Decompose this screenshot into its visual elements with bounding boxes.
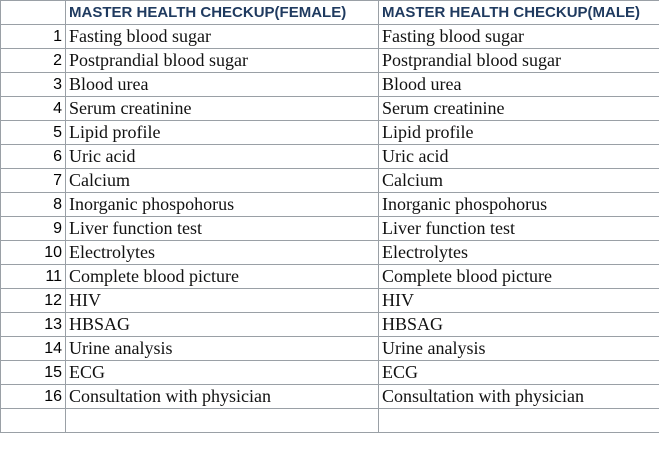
row-number-cell[interactable]: 10 — [1, 241, 66, 265]
table-row — [1, 217, 659, 241]
male-test-cell[interactable]: Uric acid — [379, 145, 659, 169]
female-test-cell[interactable]: Inorganic phospohorus — [66, 193, 379, 217]
table-row — [1, 121, 659, 145]
row-number-cell[interactable]: 4 — [1, 97, 66, 121]
male-test-cell[interactable]: Inorganic phospohorus — [379, 193, 659, 217]
female-test-cell[interactable]: Blood urea — [66, 73, 379, 97]
row-number-cell[interactable]: 11 — [1, 265, 66, 289]
row-number-cell[interactable]: 15 — [1, 361, 66, 385]
table-row — [1, 97, 659, 121]
header-num-cell[interactable] — [1, 1, 66, 25]
male-test-cell[interactable]: Liver function test — [379, 217, 659, 241]
table-row — [1, 49, 659, 73]
table-row — [1, 385, 659, 409]
female-test-cell[interactable]: Electrolytes — [66, 241, 379, 265]
header-female-cell[interactable]: MASTER HEALTH CHECKUP(FEMALE) — [66, 1, 379, 25]
row-number-cell[interactable]: 2 — [1, 49, 66, 73]
female-test-cell[interactable]: Serum creatinine — [66, 97, 379, 121]
row-number-cell[interactable]: 16 — [1, 385, 66, 409]
female-test-cell[interactable]: HBSAG — [66, 313, 379, 337]
male-test-cell[interactable]: ECG — [379, 361, 659, 385]
row-number-cell[interactable]: 7 — [1, 169, 66, 193]
male-test-cell[interactable]: Blood urea — [379, 73, 659, 97]
female-test-cell[interactable]: Consultation with physician — [66, 385, 379, 409]
table-row — [1, 193, 659, 217]
male-test-cell[interactable]: Fasting blood sugar — [379, 25, 659, 49]
female-test-cell[interactable]: Calcium — [66, 169, 379, 193]
row-number-cell[interactable]: 13 — [1, 313, 66, 337]
table-row — [1, 25, 659, 49]
table-row — [1, 337, 659, 361]
row-number-cell[interactable]: 1 — [1, 25, 66, 49]
female-test-cell[interactable]: Fasting blood sugar — [66, 25, 379, 49]
row-number-cell[interactable]: 9 — [1, 217, 66, 241]
table-row — [1, 145, 659, 169]
row-number-cell[interactable]: 8 — [1, 193, 66, 217]
female-test-cell[interactable]: Lipid profile — [66, 121, 379, 145]
male-test-cell[interactable]: HIV — [379, 289, 659, 313]
female-test-cell[interactable]: Uric acid — [66, 145, 379, 169]
male-test-cell[interactable]: Complete blood picture — [379, 265, 659, 289]
male-test-cell[interactable]: Lipid profile — [379, 121, 659, 145]
table-row — [1, 73, 659, 97]
row-number-cell[interactable]: 14 — [1, 337, 66, 361]
table-row — [1, 361, 659, 385]
male-test-cell[interactable] — [379, 409, 659, 433]
header-male-cell[interactable]: MASTER HEALTH CHECKUP(MALE) — [379, 1, 659, 25]
male-test-cell[interactable]: Postprandial blood sugar — [379, 49, 659, 73]
row-number-cell[interactable]: 5 — [1, 121, 66, 145]
female-test-cell[interactable]: ECG — [66, 361, 379, 385]
female-test-cell[interactable]: Complete blood picture — [66, 265, 379, 289]
table-row — [1, 241, 659, 265]
male-test-cell[interactable]: Calcium — [379, 169, 659, 193]
female-test-cell[interactable]: Liver function test — [66, 217, 379, 241]
table-row — [1, 289, 659, 313]
table-row — [1, 409, 659, 433]
table-row — [1, 265, 659, 289]
male-test-cell[interactable]: Urine analysis — [379, 337, 659, 361]
female-test-cell[interactable]: Postprandial blood sugar — [66, 49, 379, 73]
table-row — [1, 169, 659, 193]
header-row — [1, 1, 659, 25]
male-test-cell[interactable]: HBSAG — [379, 313, 659, 337]
male-test-cell[interactable]: Consultation with physician — [379, 385, 659, 409]
row-number-cell[interactable] — [1, 409, 66, 433]
table-row — [1, 313, 659, 337]
row-number-cell[interactable]: 6 — [1, 145, 66, 169]
row-number-cell[interactable]: 3 — [1, 73, 66, 97]
female-test-cell[interactable] — [66, 409, 379, 433]
female-test-cell[interactable]: HIV — [66, 289, 379, 313]
row-number-cell[interactable]: 12 — [1, 289, 66, 313]
female-test-cell[interactable]: Urine analysis — [66, 337, 379, 361]
male-test-cell[interactable]: Serum creatinine — [379, 97, 659, 121]
male-test-cell[interactable]: Electrolytes — [379, 241, 659, 265]
